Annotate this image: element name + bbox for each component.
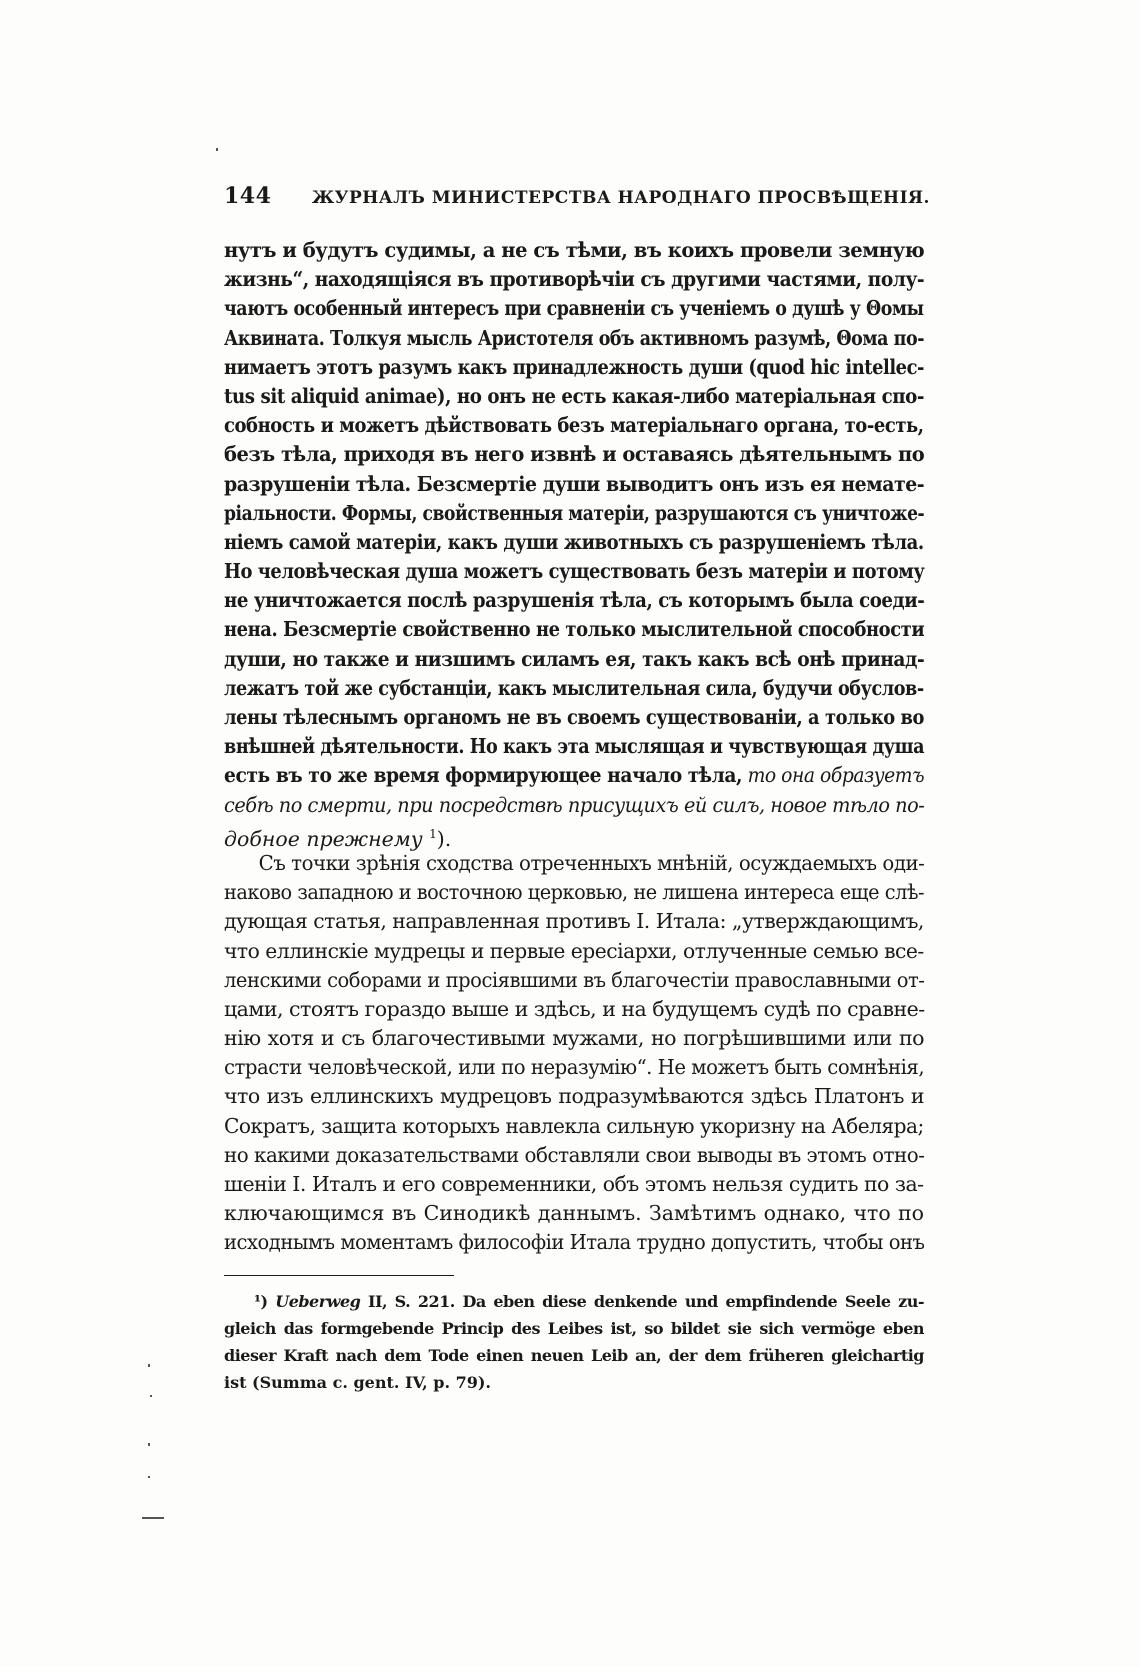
page-number: 144 — [224, 183, 272, 209]
text-line: души, но также и низшимъ силамъ ея, такъ какъ всѣ онѣ принад- — [224, 646, 925, 671]
running-title: ЖУРНАЛЪ МИНИСТЕРСТВА НАРОДНАГО ПРОСВѢЩЕНІЯ. — [311, 188, 930, 208]
text-line: безъ тѣла, приходя въ него извнѣ и оставаясь дѣятельнымъ по — [224, 442, 925, 467]
footnote — [224, 1288, 924, 1396]
text-line: исходнымъ моментамъ философіи Итала трудно допустить, чтобы онъ — [224, 1230, 925, 1255]
text-line: цами, стоятъ гораздо выше и здѣсь, и на будущемъ судѣ по сравне- — [224, 996, 925, 1021]
text-line: разрушеніи тѣла. Безсмертіе души выводитъ онъ изъ ея немате- — [224, 471, 925, 496]
text-line: ключающимся въ Синодикѣ даннымъ. Замѣтимъ однако, что по — [224, 1201, 924, 1226]
text-line: ніемъ самой матеріи, какъ души животныхъ съ разрушеніемъ тѣла. — [224, 529, 924, 554]
text-line: Сократъ, защита которыхъ навлекла сильную укоризну на Абеляра; — [224, 1113, 924, 1138]
text-line: лены тѣлеснымъ органомъ не въ своемъ существованіи, а только во — [224, 705, 925, 729]
text-line: нена. Безсмертіе свойственно не только мыслительной способности — [224, 617, 925, 642]
scan-speck — [148, 1476, 150, 1478]
text-line: жизнь“, находящіяся въ противорѣчіи съ другими частями, полу- — [224, 267, 925, 292]
text-line: ленскими соборами и просіявшими въ благочестіи православными от- — [224, 967, 925, 992]
footnote-divider — [224, 1275, 454, 1276]
text-segment: ). — [436, 826, 452, 851]
italic-line: себѣ по смерти, при посредствѣ присущихъ ей силъ, новое тѣло по- — [224, 792, 925, 817]
footnote-line: gleich das formgebende Princip des Leibes ist, so bildet sie sich vermöge eben — [224, 1319, 924, 1338]
footnote-text: II, S. 221. Da eben diese denkende und empfindende Seele zu- — [367, 1292, 925, 1311]
text-line-mixed — [224, 761, 925, 790]
scan-dash — [142, 1517, 164, 1519]
running-header — [224, 183, 930, 209]
paragraph-first-line: Съ точки зрѣнія сходства отреченныхъ мнѣній, осуждаемыхъ оди- — [258, 850, 925, 875]
text-line: дующая статья, направленная противъ І. Итала: „утверждающимъ, — [224, 909, 924, 934]
italic-segment: то она образуетъ — [747, 763, 925, 788]
text-line: лежатъ той же субстанціи, какъ мыслительная сила, будучи обуслов- — [224, 675, 924, 700]
text-line: чаютъ особенный интересъ при сравненіи съ ученіемъ о душѣ у Θомы — [224, 296, 924, 321]
text-line: Но человѣческая душа можетъ существовать безъ матеріи и потому — [224, 559, 925, 584]
footnote-author: Ueberweg — [275, 1292, 361, 1311]
text-line: страсти человѣческой, или по неразумію“. Не можетъ быть сомнѣнія, — [224, 1055, 925, 1080]
scan-speck — [216, 148, 218, 151]
text-line: но какими доказательствами обставляли свои выводы въ этомъ отно- — [224, 1142, 925, 1167]
text-line: не уничтожается послѣ разрушенія тѣла, съ которымъ была соеди- — [224, 588, 925, 613]
text-line: нутъ и будутъ судимы, а не съ тѣми, въ коихъ провели земную — [224, 238, 925, 262]
text-line: Аквината. Толкуя мысль Аристотеля объ активномъ разумѣ, Θома по- — [224, 325, 925, 350]
footnote-line: dieser Kraft nach dem Tode einen neuen Leib an, der dem früheren gleichartig — [224, 1346, 924, 1365]
scan-speck — [150, 1395, 152, 1397]
text-line: что изъ еллинскихъ мудрецовъ подразумѣваются здѣсь Платонъ и — [224, 1084, 924, 1109]
italic-segment: добное прежнему — [224, 826, 423, 851]
footnote-line — [224, 1288, 924, 1315]
text-line: собность и можетъ дѣйствовать безъ матеріальнаго органа, то-есть, — [224, 413, 924, 438]
scan-speck — [148, 1364, 150, 1367]
scan-speck — [148, 1443, 150, 1446]
text-line: внѣшней дѣятельности. Но какъ эта мыслящая и чувствующая душа — [224, 734, 925, 759]
footnote-reference[interactable]: 1 — [429, 826, 437, 841]
text-line: ріальности. Формы, свойственныя матеріи, разрушаются съ уничтоже- — [224, 500, 925, 525]
main-text — [224, 236, 924, 1258]
text-line: наково западною и восточною церковью, не лишена интереса еще слѣ- — [224, 880, 925, 905]
text-line: нію хотя и съ благочестивыми мужами, но погрѣшившими или по — [224, 1026, 924, 1051]
text-line: шеніи І. Италъ и его современники, объ этомъ нельзя судить по за- — [224, 1172, 924, 1196]
footnote-line: ist (Summa c. gent. IV, p. 79). — [224, 1373, 491, 1392]
text-line-mixed — [224, 820, 924, 849]
text-segment: есть въ то же время формирующее начало тѣла, — [224, 763, 743, 788]
text-line: нимаетъ этотъ разумъ какъ принадлежность души (quod hic intellec- — [224, 354, 925, 379]
footnote-marker: ¹) — [254, 1292, 268, 1311]
text-line: tus sit aliquid animae), но онъ не есть какая-либо матеріальная спо- — [224, 383, 924, 408]
text-line: что еллинскіе мудрецы и первые ересіархи, отлученные семью все- — [224, 938, 924, 963]
